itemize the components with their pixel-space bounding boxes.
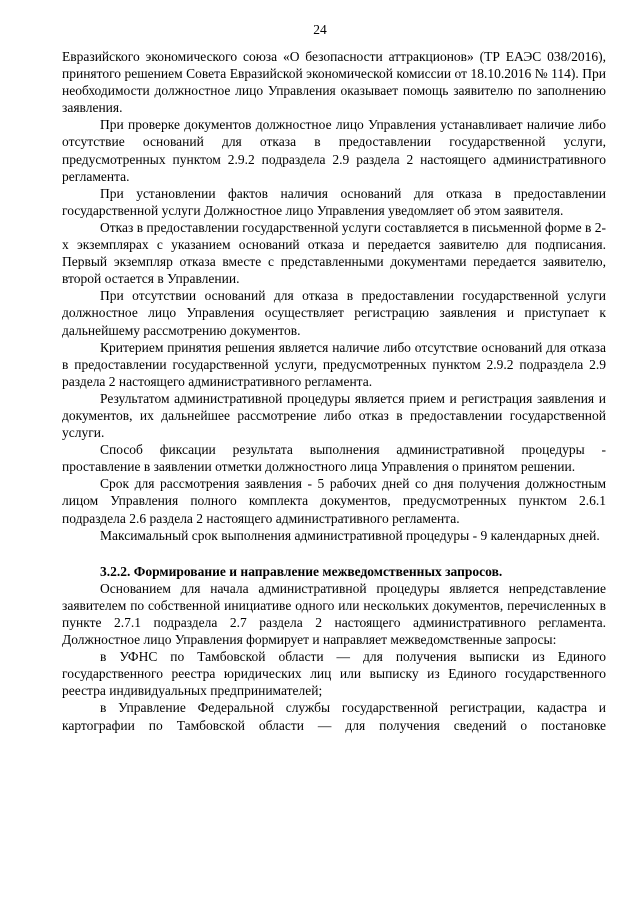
section-heading: 3.2.2. Формирование и направление межведомственных запросов.: [100, 563, 503, 579]
paragraphs-before: [62, 48, 606, 544]
paragraph: Максимальный срок выполнения административной процедуры - 9 календарных дней.: [100, 527, 600, 543]
paragraph: в УФНС по Тамбовской области — для получения выписки из Единого государственного реестра юридических лиц или выписку из Единого государственного реестра индивидуальных предпринимателей;: [62, 649, 606, 699]
document-body: [62, 48, 606, 734]
paragraph: Отказ в предоставлении государственной услуги составляется в письменной форме в 2-х экземплярах с указанием оснований отказа и передается заявителю для подписания. Первый экземпляр отказа вместе с представленными документами передается заявителю, второй остается в Управлении.: [62, 219, 606, 287]
paragraph: Основанием для начала административной процедуры является непредставление заявителем по собственной инициативе одного или нескольких документов, перечисленных в пункте 2.7.1 подраздела 2.7 раздела 2 настоящего административного регламента. Должностное лицо Управления формирует и направляет межведомственные запросы:: [62, 580, 606, 648]
paragraph: Евразийского экономического союза «О безопасности аттракционов» (ТР ЕАЭС 038/2016), принятого решением Совета Евразийской экономической комиссии от 18.10.2016 № 114). При необходимости должностное лицо Управления оказывает помощь заявителю по заполнению заявления.: [62, 49, 606, 116]
paragraph: Способ фиксации результата выполнения административной процедуры - проставление в заявлении отметки должностного лица Управления о принятом решении.: [62, 442, 606, 475]
paragraphs-after: [62, 580, 606, 734]
paragraph: Критерием принятия решения является наличие либо отсутствие оснований для отказа в предоставлении государственной услуги, предусмотренных пунктом 2.9.2 подраздела 2.9 раздела 2 настоящего административного регламента.: [62, 339, 606, 389]
paragraph: При проверке документов должностное лицо Управления устанавливает наличие либо отсутствие оснований для отказа в предоставлении государственной услуги, предусмотренных пунктом 2.9.2 подраздела 2.9 раздела 2 настоящего административного регламента.: [62, 117, 606, 184]
paragraph: При установлении фактов наличия оснований для отказа в предоставлении государственной услуги Должностное лицо Управления уведомляет об этом заявителя.: [62, 185, 606, 218]
paragraph: Результатом административной процедуры является прием и регистрация заявления и документов, их дальнейшее рассмотрение либо отказ в предоставлении государственной услуги.: [62, 390, 606, 441]
paragraph: в Управление Федеральной службы государственной регистрации, кадастра и картографии по Тамбовской области — для получения сведений о постановке: [62, 700, 606, 733]
page-number: 24: [313, 22, 327, 37]
paragraph: При отсутствии оснований для отказа в предоставлении государственной услуги должностное лицо Управления осуществляет регистрацию заявления и приступает к дальнейшему рассмотрению документов.: [62, 288, 606, 338]
paragraph: Срок для рассмотрения заявления - 5 рабочих дней со дня получения должностным лицом Управления полного комплекта документов, предусмотренных пунктом 2.6.1 подраздела 2.6 раздела 2 настоящего административного регламента.: [62, 476, 606, 526]
